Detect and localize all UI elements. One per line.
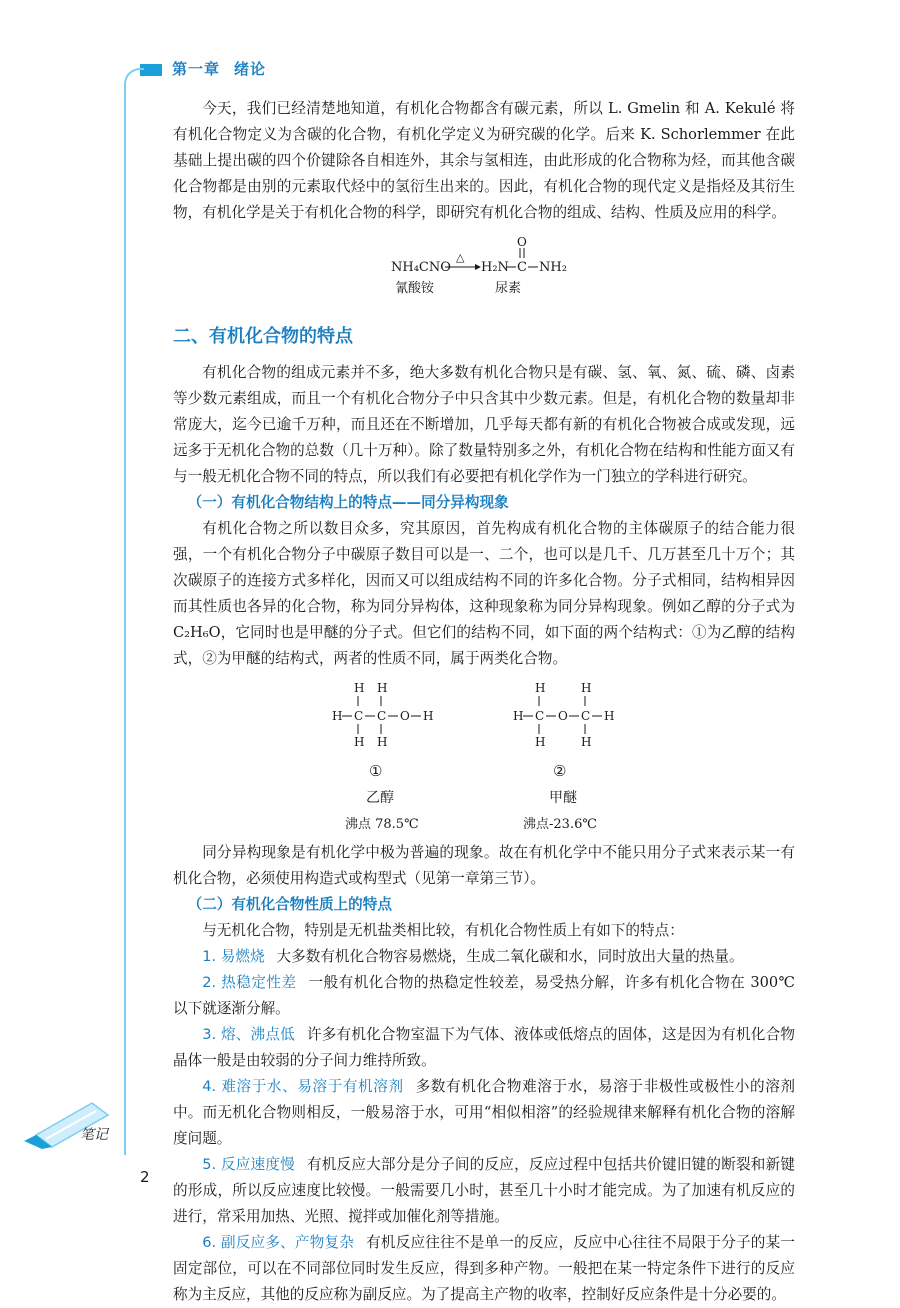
atom-h: H — [604, 709, 615, 723]
eq-product-left: H₂N — [481, 260, 509, 275]
ethanol-formula — [332, 681, 433, 830]
feature-term: 5. 反应速度慢 — [202, 1156, 295, 1173]
running-header — [172, 58, 280, 79]
atom-c: C — [581, 709, 591, 723]
section-heading: 二、有机化合物的特点 — [173, 326, 353, 347]
section-intro-paragraph: 有机化合物的组成元素并不多，绝大多数有机化合物只是有碳、氢、氧、氮、硫、磷、卤素等少数元素组成，而且一个有机化合物分子中只含其中少数元素。但是，有机化合物的数量却非常庞大，迄今已逾千万种，而且还在不断增加，几乎每天都有新的有机化合物被合成或发现，远远多于无机化合物的总数（几十万种）。除了数量特别多之外，有机化合物在结构和性能方面又有与一般无机化合物不同的特点，所以我们有必要把有机化学作为一门独立的学科进行研究。 — [173, 364, 795, 485]
ether-name: 甲醚 — [549, 790, 577, 806]
feature-text: 大多数有机化合物容易燃烧，生成二氧化碳和水，同时放出大量的热量。 — [276, 948, 744, 965]
feature-text: 许多有机化合物室温下为气体、液体或低熔点的固体，这是因为有机化合物晶体一般是由较弱的分子间力维持所致。 — [173, 1026, 795, 1069]
eq-product-right: NH₂ — [539, 260, 567, 275]
atom-h: H — [581, 681, 592, 695]
atom-h: H — [535, 681, 546, 695]
feature-text: 一般有机化合物的热稳定性较差，易受热分解，许多有机化合物在 300℃ 以下就逐渐分解。 — [173, 974, 795, 1017]
atom-c: C — [377, 709, 387, 723]
feature-item — [173, 944, 795, 970]
atom-h: H — [423, 709, 434, 723]
properties-intro: 与无机化合物，特别是无机盐类相比较，有机化合物性质上有如下的特点： — [202, 922, 684, 939]
urea-equation — [173, 236, 795, 298]
atom-h: H — [377, 735, 388, 749]
atom-h: H — [535, 735, 546, 749]
eq-product-name: 尿素 — [495, 281, 522, 296]
feature-item — [173, 1074, 795, 1152]
ethanol-boiling-point: 沸点 78.5℃ — [345, 817, 419, 830]
subsection-heading-structure: （一）有机化合物结构上的特点——同分异构现象 — [187, 494, 509, 511]
eq-condition: △ — [456, 251, 465, 264]
ether-boiling-point: 沸点-23.6℃ — [523, 817, 597, 830]
structural-formulas — [173, 680, 795, 830]
atom-h: H — [332, 709, 343, 723]
isomer-paragraph: 有机化合物之所以数目众多，究其原因，首先构成有机化合物的主体碳原子的结合能力很强，一个有机化合物分子中碳原子数目可以是一、二个，也可以是几千、几万甚至几十万个；其次碳原子的连接方式多样化，因而又可以组成结构不同的许多化合物。分子式相同，结构相异因而其性质也各异的化合物，称为同分异构体，这种现象称为同分异构现象。例如乙醇的分子式为 C₂H₆O，它同时也是甲醚的分子式。但它们的结构不同，如下面的两个结构式：①为乙醇的结构式，②为甲醚的结构式，两者的性质不同，属于两类化合物。 — [173, 520, 795, 667]
subsection-heading-properties: （二）有机化合物性质上的特点 — [187, 896, 392, 913]
eq-reactant-name: 氰酸铵 — [395, 281, 435, 296]
urea-equation-svg — [173, 236, 795, 298]
ether-number: ② — [553, 762, 567, 780]
ethanol-number: ① — [369, 762, 383, 780]
structural-formulas-svg — [173, 680, 795, 830]
feature-text: 多数有机化合物难溶于水，易溶于非极性或极性小的溶剂中。而无机化合物则相反，一般易溶于水，可用“相似相溶”的经验规律来解释有机化合物的溶解度问题。 — [173, 1078, 795, 1147]
intro-paragraph: 今天，我们已经清楚地知道，有机化合物都含有碳元素，所以 L. Gmelin 和 A. Kekulé 将有机化合物定义为含碳的化合物，有机化学定义为研究碳的化学。后来 K. Schorlemmer 在此基础上提出碳的四个价键除各自相连外，其余与氢相连，由此形成的化合物称为烃，而其他含碳化合物都是由别的元素取代烃中的氢衍生出来的。因此，有机化合物的现代定义是指烃及其衍生物，有机化学是关于有机化合物的科学，即研究有机化合物的组成、结构、性质及应用的科学。 — [173, 100, 795, 221]
atom-h: H — [581, 735, 592, 749]
feature-term: 2. 热稳定性差 — [202, 974, 297, 991]
atom-o: O — [400, 709, 410, 723]
feature-term: 3. 熔、沸点低 — [202, 1026, 295, 1043]
feature-item — [173, 970, 795, 1022]
ethanol-name: 乙醇 — [366, 790, 394, 806]
feature-term: 4. 难溶于水、易溶于有机溶剂 — [202, 1078, 404, 1095]
notes-badge — [22, 1095, 126, 1151]
feature-item — [173, 1152, 795, 1230]
eq-reactant: NH₄CNO — [391, 260, 451, 275]
chapter-number: 第一章 — [172, 60, 221, 78]
atom-c: C — [535, 709, 545, 723]
atom-h: H — [377, 681, 388, 695]
chapter-title: 绪论 — [234, 60, 267, 78]
eq-product-o: O — [517, 236, 527, 249]
feature-text: 有机反应往往不是单一的反应，反应中心往往不局限于分子的某一固定部位，可以在不同部位同时发生反应，得到多种产物。一般把在某一特定条件下进行的反应称为主反应，其他的反应称为副反应。为了提高主产物的收率，控制好反应条件是十分必要的。 — [173, 1234, 795, 1303]
page-frame-line — [124, 68, 144, 1155]
notes-label: 笔记 — [80, 1127, 108, 1143]
feature-item — [173, 1230, 795, 1308]
feature-item — [173, 1022, 795, 1074]
page-number: 2 — [140, 1168, 150, 1186]
isomer-summary-paragraph: 同分异构现象是有机化学中极为普遍的现象。故在有机化学中不能只用分子式来表示某一有机化合物，必须使用构造式或构型式（见第一章第三节）。 — [173, 844, 795, 887]
ether-formula — [513, 681, 614, 830]
feature-text: 有机反应大部分是分子间的反应，反应过程中包括共价键旧键的断裂和新键的形成，所以反应速度比较慢。一般需要几小时，甚至几十小时才能完成。为了加速有机反应的进行，常采用加热、光照、搅拌或加催化剂等措施。 — [173, 1156, 795, 1225]
feature-term: 6. 副反应多、产物复杂 — [202, 1234, 355, 1251]
atom-o: O — [558, 709, 568, 723]
notes-pencil-icon — [22, 1095, 126, 1151]
atom-c: C — [354, 709, 364, 723]
atom-h: H — [354, 735, 365, 749]
feature-term: 1. 易燃烧 — [202, 948, 265, 965]
atom-h: H — [513, 709, 524, 723]
atom-h: H — [354, 681, 365, 695]
eq-product-c: C — [517, 260, 527, 275]
page-body — [173, 96, 795, 1308]
